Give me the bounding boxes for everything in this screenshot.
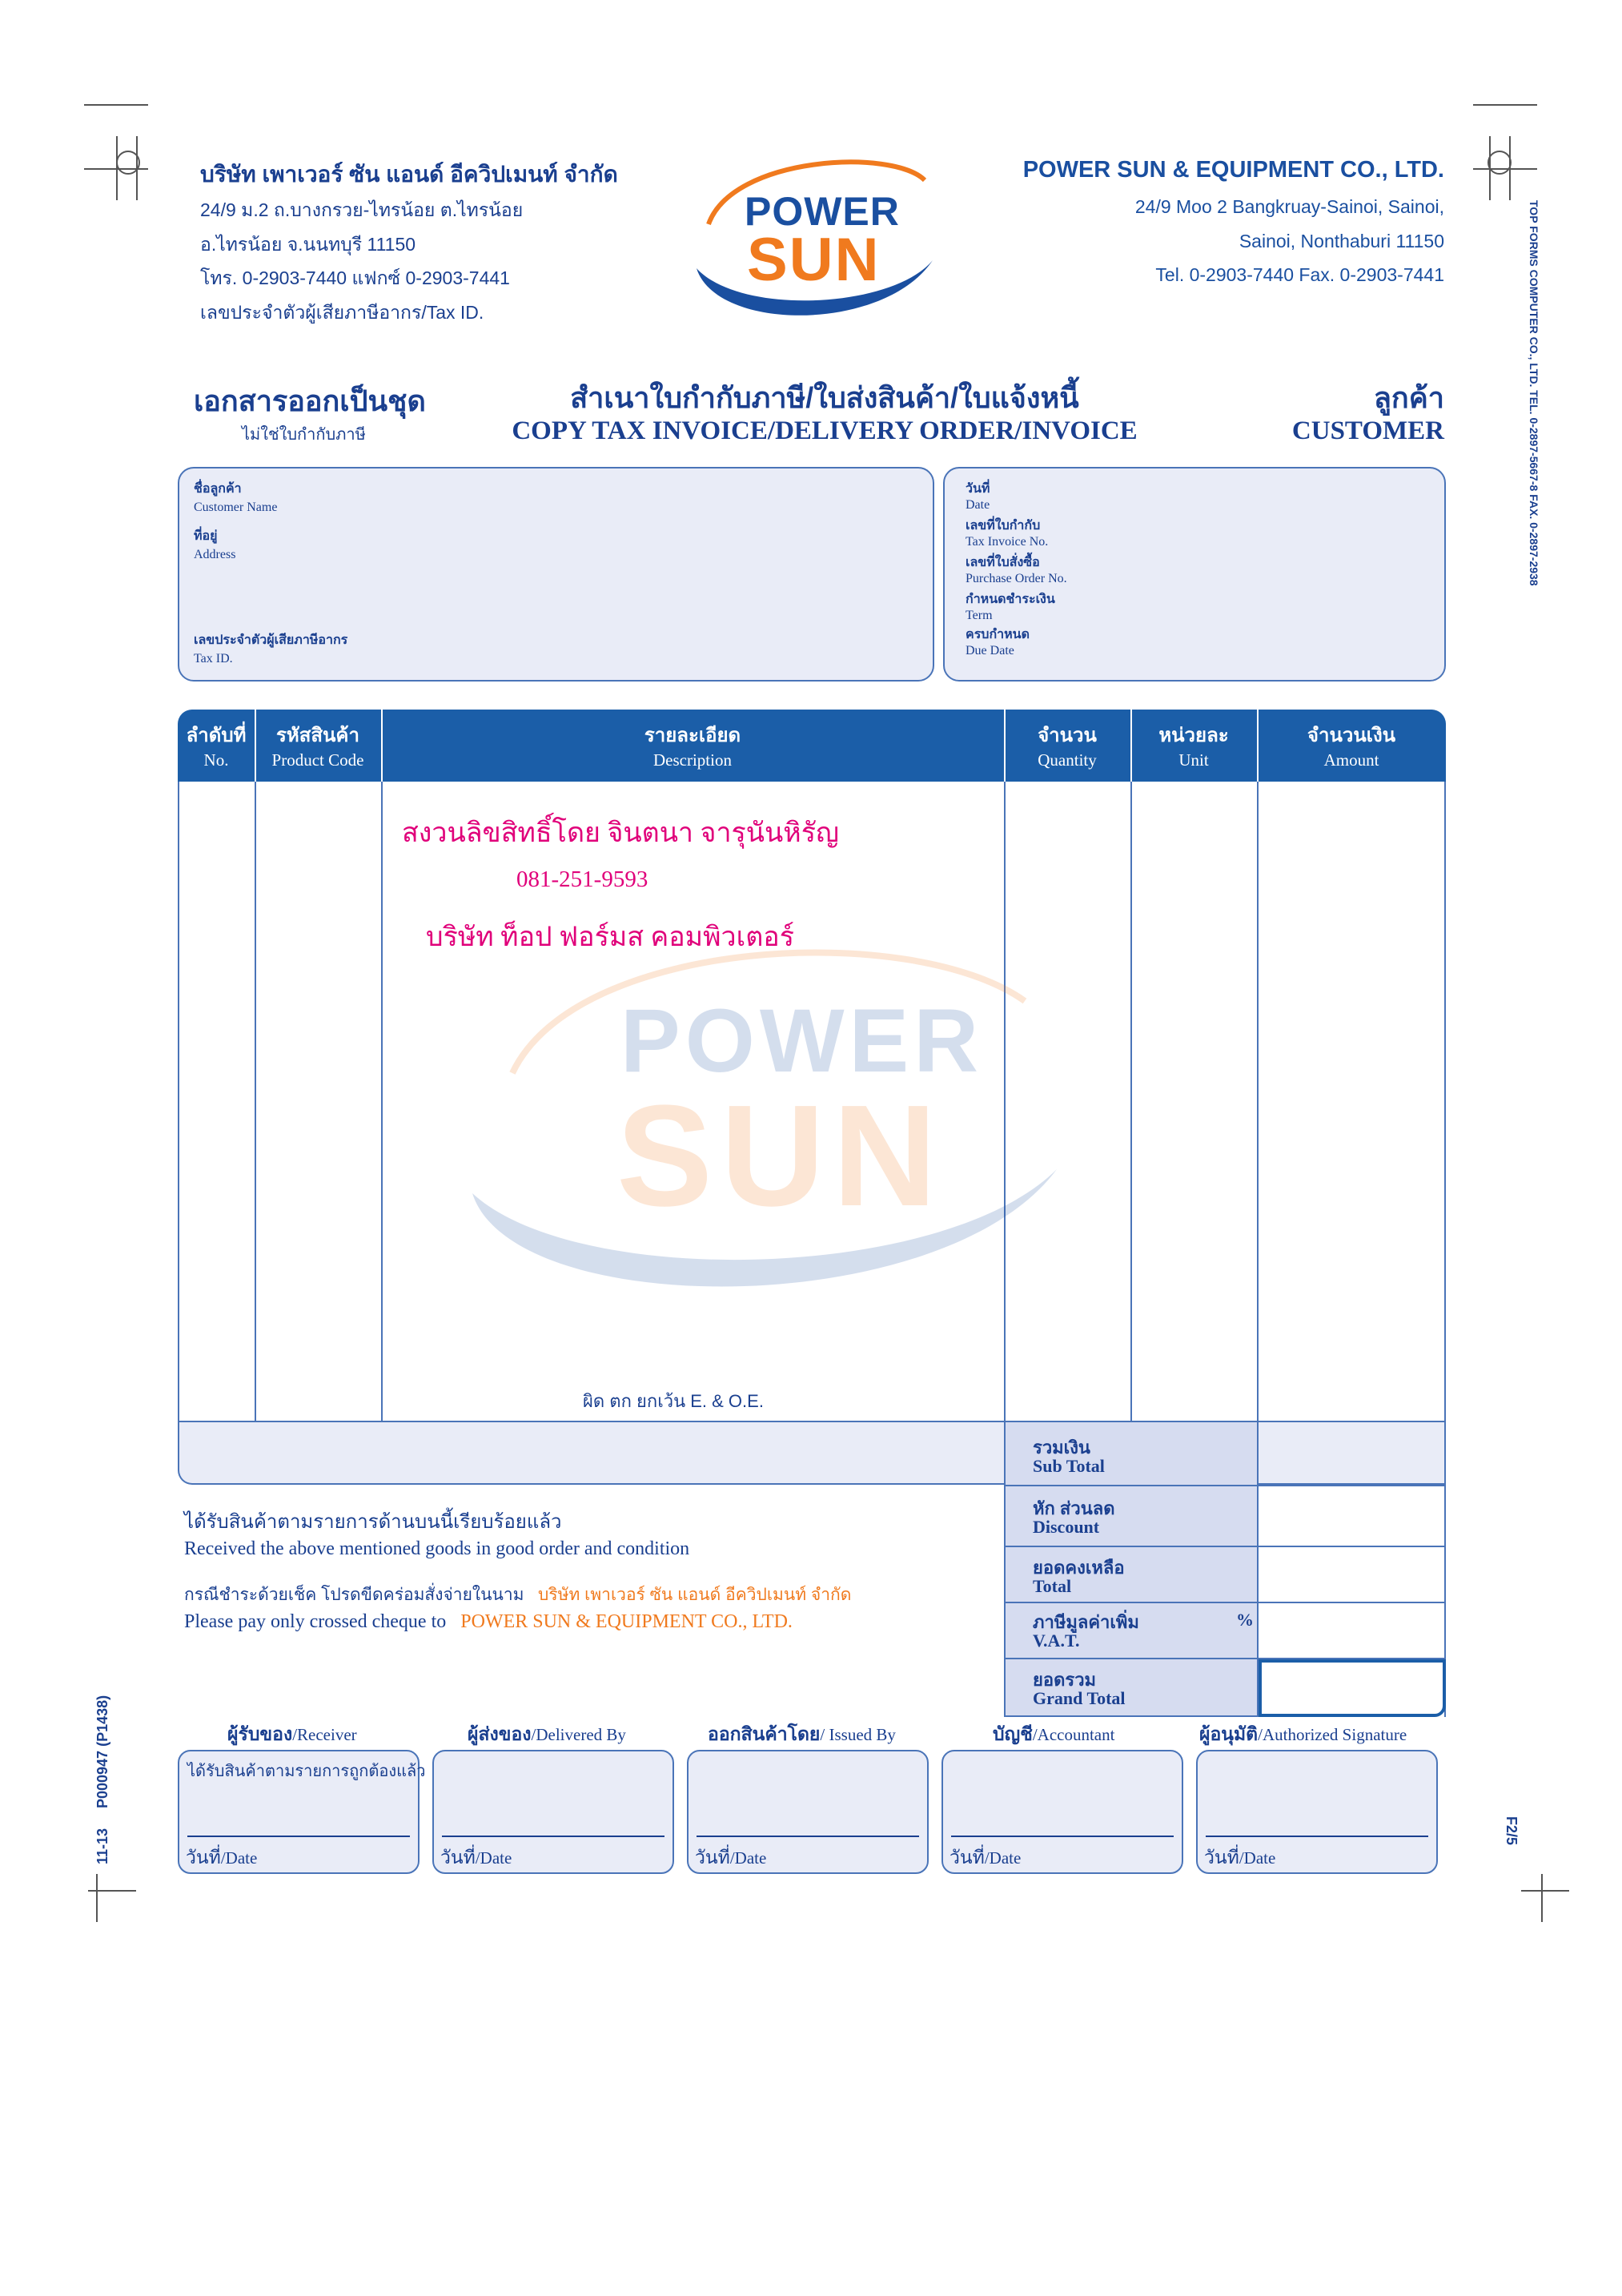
col-quantity-header: จำนวน Quantity xyxy=(1038,725,1097,770)
items-table-header xyxy=(178,710,1446,782)
total-label-th: ยอดคงเหลือ xyxy=(1033,1558,1125,1578)
errors-omissions-note: ผิด ตก ยกเว้น E. & O.E. xyxy=(583,1391,764,1411)
cheque-payee-en: POWER SUN & EQUIPMENT CO., LTD. xyxy=(460,1611,793,1632)
col-code-header: รหัสสินค้า Product Code xyxy=(271,725,364,770)
customer-address-label-en: Address xyxy=(194,548,236,561)
cheque-payee-th: บริษัท เพาเวอร์ ซัน แอนด์ อีควิปเมนท์ จำกัด xyxy=(538,1586,852,1604)
sig-heading-receiver: ผู้รับของ/Receiver xyxy=(227,1723,357,1744)
sig-heading-issued-by: ออกสินค้าโดย/ Issued By xyxy=(708,1723,896,1744)
customer-taxid-label-en: Tax ID. xyxy=(194,652,233,665)
printer-side-text: TOP FORMS COMPUTER CO., LTD. TEL. 0-2897-5667-8 FAX. 0-2897-2938 xyxy=(1528,200,1540,586)
due-date-label-th: ครบกำหนด xyxy=(966,628,1030,641)
copy-type-en: CUSTOMER xyxy=(1291,416,1444,445)
cheque-note-th-text: กรณีชำระด้วยเช็ค โปรดขีดคร่อมสั่งจ่ายในนาม xyxy=(184,1586,524,1604)
company-phone-th: โทร. 0-2903-7440 แฟกซ์ 0-2903-7441 xyxy=(200,267,510,288)
company-name-th: บริษัท เพาเวอร์ ซัน แอนด์ อีควิปเมนท์ จำกัด xyxy=(200,162,618,187)
watermark-power-text: POWER xyxy=(620,991,984,1091)
date-label-th: วันที่ xyxy=(966,482,990,496)
received-note-en: Received the above mentioned goods in good order and condition xyxy=(184,1538,690,1559)
copyright-stamp-line1: สงวนลิขสิทธิ์โดย จินตนา จารุนันหิรัญ xyxy=(402,818,839,848)
col-unit-header: หน่วยละ Unit xyxy=(1158,725,1229,770)
vat-label-en: V.A.T. xyxy=(1033,1631,1080,1651)
customer-address-label-th: ที่อยู่ xyxy=(194,529,218,543)
customer-name-label-en: Customer Name xyxy=(194,501,278,514)
company-address-en-2: Sainoi, Nonthaburi 11150 xyxy=(1239,231,1444,251)
logo-sun-text: SUN xyxy=(747,226,881,294)
sig-heading-authorized: ผู้อนุมัติ/Authorized Signature xyxy=(1199,1723,1407,1744)
doc-title-en: COPY TAX INVOICE/DELIVERY ORDER/INVOICE xyxy=(512,416,1138,445)
term-label-en: Term xyxy=(966,609,993,622)
invoice-info-box xyxy=(943,467,1446,682)
company-logo xyxy=(685,148,941,332)
page-code-side-text: F2/5 xyxy=(1504,1816,1520,1846)
not-tax-invoice-label: ไม่ใช่ใบกำกับภาษี xyxy=(242,426,366,444)
copyright-stamp-phone: 081-251-9593 xyxy=(516,867,648,892)
received-note-th: ได้รับสินค้าตามรายการด้านบนนี้เรียบร้อยแล้ว xyxy=(184,1511,562,1533)
receiver-date-label: วันที่/Date xyxy=(186,1847,258,1868)
discount-label-en: Discount xyxy=(1033,1517,1100,1537)
date-code-side-text: 11-13 xyxy=(94,1828,110,1864)
col-description-header: รายละเอียด Description xyxy=(644,725,741,770)
sig-box-delivered-by[interactable] xyxy=(432,1750,674,1874)
due-date-label-en: Due Date xyxy=(966,644,1014,657)
cheque-note-en-text: Please pay only crossed cheque to xyxy=(184,1611,447,1632)
company-phone-en: Tel. 0-2903-7440 Fax. 0-2903-7441 xyxy=(1155,264,1444,285)
grand-total-label-en: Grand Total xyxy=(1033,1688,1126,1708)
copy-type-th: ลูกค้า xyxy=(1373,381,1444,414)
po-no-label-th: เลขที่ใบสั่งซื้อ xyxy=(966,556,1040,569)
sig-box-authorized[interactable] xyxy=(1196,1750,1438,1874)
customer-name-label-th: ชื่อลูกค้า xyxy=(194,482,242,496)
discount-label-th: หัก ส่วนลด xyxy=(1033,1498,1115,1518)
company-address-th-2: อ.ไทรน้อย จ.นนทบุรี 11150 xyxy=(200,234,416,255)
cheque-note-en xyxy=(184,1611,793,1633)
receiver-confirm-note: ได้รับสินค้าตามรายการถูกต้องแล้ว xyxy=(187,1763,426,1780)
vat-label-th: ภาษีมูลค่าเพิ่ม xyxy=(1033,1612,1139,1632)
customer-taxid-label-th: เลขประจำตัวผู้เสียภาษีอากร xyxy=(194,633,348,647)
sig-heading-delivered-by: ผู้ส่งของ/Delivered By xyxy=(468,1723,626,1744)
watermark-sun-text: SUN xyxy=(616,1076,945,1236)
grand-total-label-th: ยอดรวม xyxy=(1033,1670,1097,1690)
power-sun-watermark xyxy=(464,905,1073,1305)
logo-power-text: POWER xyxy=(745,189,900,234)
invoice-no-label-th: เลขที่ใบกำกับ xyxy=(966,519,1041,533)
form-code-side-text: P000947 (P1438) xyxy=(94,1695,110,1808)
subtotal-label-en: Sub Total xyxy=(1033,1456,1105,1476)
authorized-date-label: วันที่/Date xyxy=(1204,1847,1276,1868)
company-name-en: POWER SUN & EQUIPMENT CO., LTD. xyxy=(1022,157,1444,183)
total-label-en: Total xyxy=(1033,1576,1072,1596)
accountant-date-label: วันที่/Date xyxy=(950,1847,1022,1868)
subtotal-label-th: รวมเงิน xyxy=(1033,1438,1090,1458)
sig-box-issued-by[interactable] xyxy=(687,1750,929,1874)
sig-heading-accountant: บัญชี/Accountant xyxy=(993,1723,1115,1744)
term-label-th: กำหนดชำระเงิน xyxy=(966,593,1055,606)
doc-set-label: เอกสารออกเป็นชุด xyxy=(194,384,426,417)
customer-info-box xyxy=(178,467,934,682)
issued-date-label: วันที่/Date xyxy=(695,1847,767,1868)
doc-title-th: สำเนาใบกำกับภาษี/ใบส่งสินค้า/ใบแจ้งหนี้ xyxy=(570,381,1079,414)
vat-percent-sign: % xyxy=(1236,1610,1254,1630)
grand-total-value-box xyxy=(1259,1659,1446,1717)
totals-panel xyxy=(1004,1422,1446,1717)
sig-box-accountant[interactable] xyxy=(941,1750,1183,1874)
cheque-note-th xyxy=(184,1582,851,1608)
col-no-header: ลำดับที่ No. xyxy=(186,725,247,770)
delivered-date-label: วันที่/Date xyxy=(440,1847,512,1868)
company-address-en-1: 24/9 Moo 2 Bangkruay-Sainoi, Sainoi, xyxy=(1134,196,1444,217)
po-no-label-en: Purchase Order No. xyxy=(966,572,1067,585)
copyright-stamp-company: บริษัท ท็อป ฟอร์มส คอมพิวเตอร์ xyxy=(426,923,794,952)
invoice-no-label-en: Tax Invoice No. xyxy=(966,535,1049,549)
company-taxid-th: เลขประจำตัวผู้เสียภาษีอากร/Tax ID. xyxy=(200,302,484,323)
sig-box-receiver[interactable] xyxy=(178,1750,426,1874)
company-address-th-1: 24/9 ม.2 ถ.บางกรวย-ไทรน้อย ต.ไทรน้อย xyxy=(200,199,524,220)
col-amount-header: จำนวนเงิน Amount xyxy=(1307,725,1396,770)
date-label-en: Date xyxy=(966,498,990,512)
